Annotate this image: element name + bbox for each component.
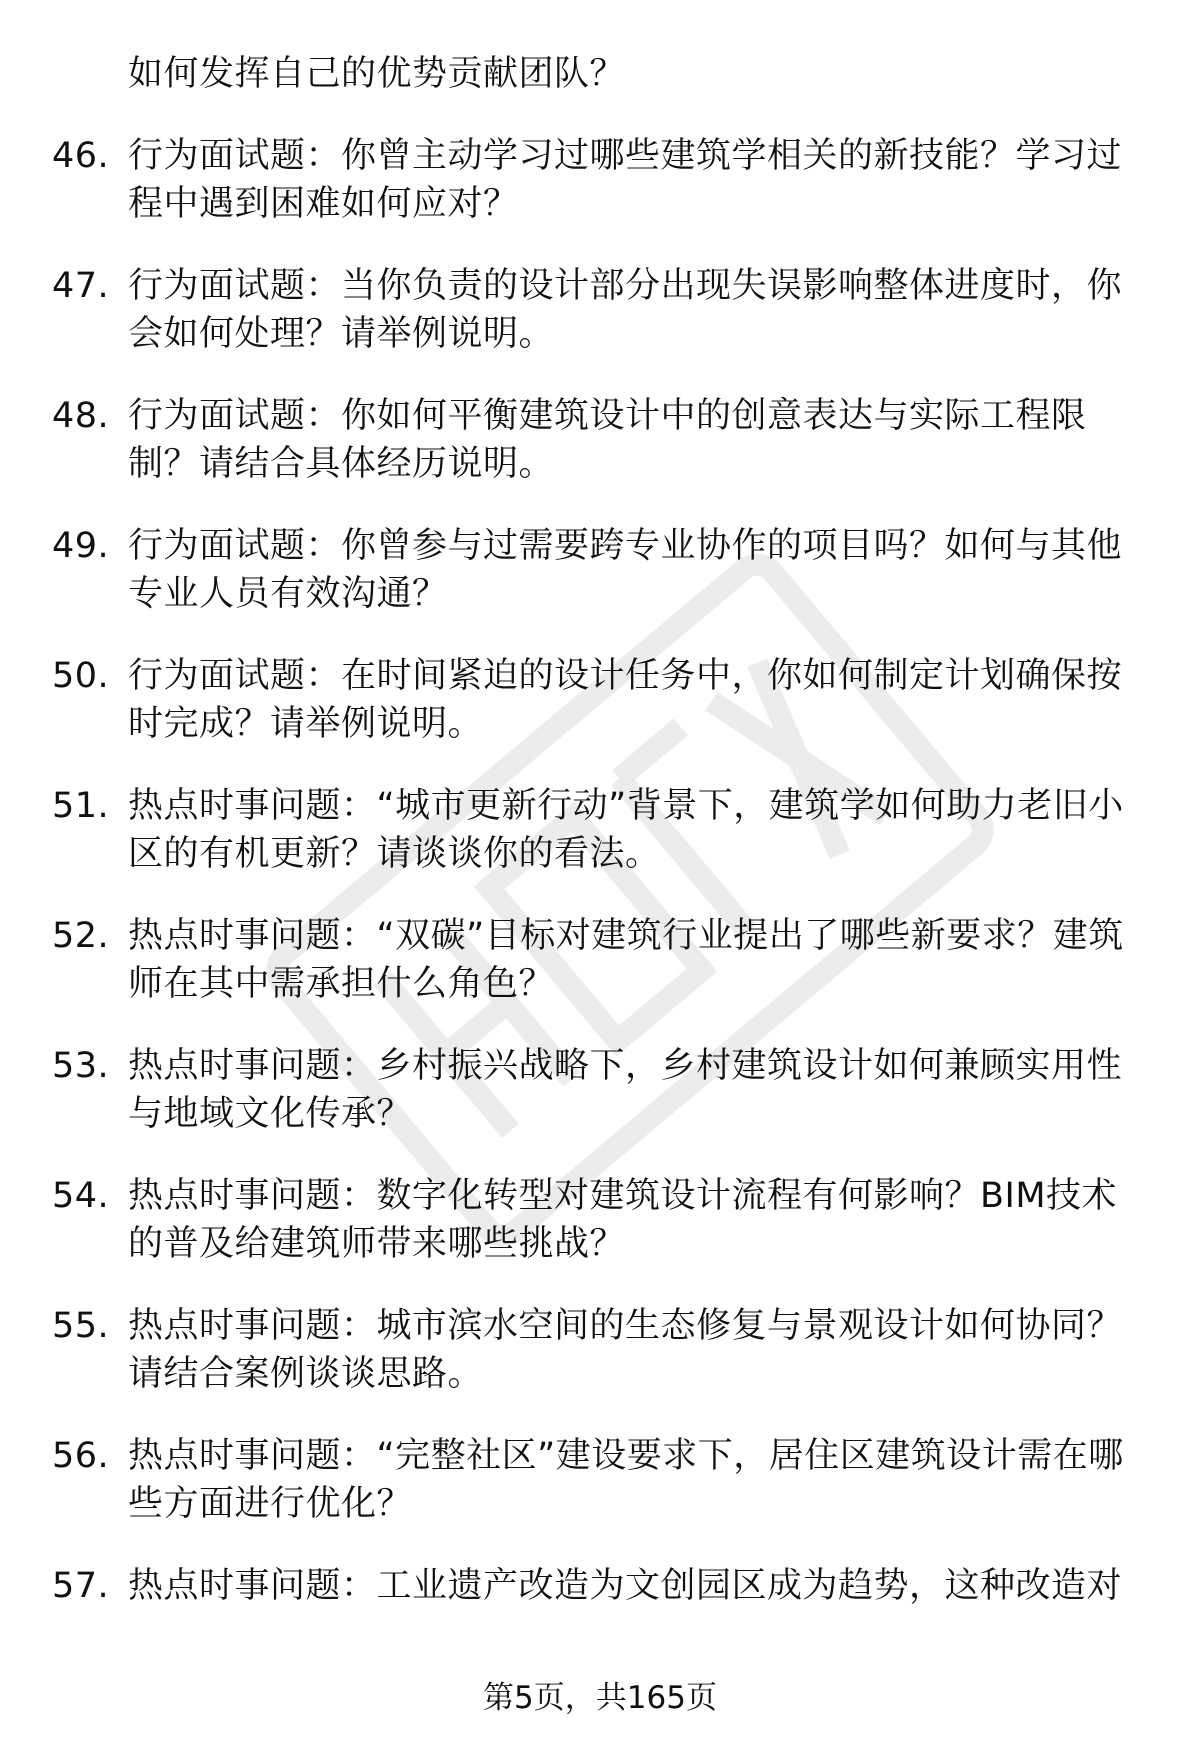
item-text: 行为面试题：你曾参与过需要跨专业协作的项目吗？如何与其他专业人员有效沟通？ — [128, 526, 1123, 614]
item-text: 热点时事问题：城市滨水空间的生态修复与景观设计如何协同？请结合案例谈谈思路。 — [128, 1306, 1123, 1394]
list-item — [0, 1432, 1200, 1528]
list-item — [0, 392, 1200, 488]
continued-text — [0, 50, 1200, 98]
item-number: 50. — [52, 656, 110, 696]
item-text: 行为面试题：你如何平衡建筑设计中的创意表达与实际工程限制？请结合具体经历说明。 — [128, 396, 1087, 484]
list-item — [0, 522, 1200, 618]
item-number: 51. — [52, 786, 110, 826]
page-footer: 第5页，共165页 — [483, 1680, 717, 1716]
list-item — [0, 132, 1200, 228]
question-list — [0, 50, 1200, 1644]
item-text: 行为面试题：你曾主动学习过哪些建筑学相关的新技能？学习过程中遇到困难如何应对？ — [128, 136, 1123, 224]
item-number: 55. — [52, 1306, 110, 1346]
item-text: 热点时事问题：乡村振兴战略下，乡村建筑设计如何兼顾实用性与地域文化传承？ — [128, 1046, 1123, 1134]
item-number: 54. — [52, 1176, 110, 1216]
list-item — [0, 1172, 1200, 1268]
item-text: 热点时事问题：工业遗产改造为文创园区成为趋势，这种改造对 — [128, 1566, 1123, 1606]
list-item — [0, 1042, 1200, 1138]
item-text: 热点时事问题：“双碳”目标对建筑行业提出了哪些新要求？建筑师在其中需承担什么角色？ — [128, 916, 1124, 1004]
item-number: 46. — [52, 136, 110, 176]
list-item — [0, 262, 1200, 358]
item-text: 热点时事问题：数字化转型对建筑设计流程有何影响？BIM技术的普及给建筑师带来哪些挑战？ — [128, 1176, 1118, 1264]
item-number: 52. — [52, 916, 110, 956]
list-item — [0, 912, 1200, 1008]
item-text: 热点时事问题：“完整社区”建设要求下，居住区建筑设计需在哪些方面进行优化？ — [128, 1436, 1124, 1524]
item-text: 行为面试题：在时间紧迫的设计任务中，你如何制定计划确保按时完成？请举例说明。 — [128, 656, 1123, 744]
item-number: 56. — [52, 1436, 110, 1476]
list-item — [0, 1302, 1200, 1398]
list-item — [0, 782, 1200, 878]
list-item — [0, 1562, 1200, 1610]
item-number: 49. — [52, 526, 110, 566]
item-number: 57. — [52, 1566, 110, 1606]
list-item — [0, 652, 1200, 748]
item-number: 48. — [52, 396, 110, 436]
item-text: 行为面试题：当你负责的设计部分出现失误影响整体进度时，你会如何处理？请举例说明。 — [128, 266, 1123, 354]
item-number: 53. — [52, 1046, 110, 1086]
item-number: 47. — [52, 266, 110, 306]
continued-text-content: 如何发挥自己的优势贡献团队？ — [128, 54, 626, 94]
item-text: 热点时事问题：“城市更新行动”背景下，建筑学如何助力老旧小区的有机更新？请谈谈你的看法。 — [128, 786, 1124, 874]
